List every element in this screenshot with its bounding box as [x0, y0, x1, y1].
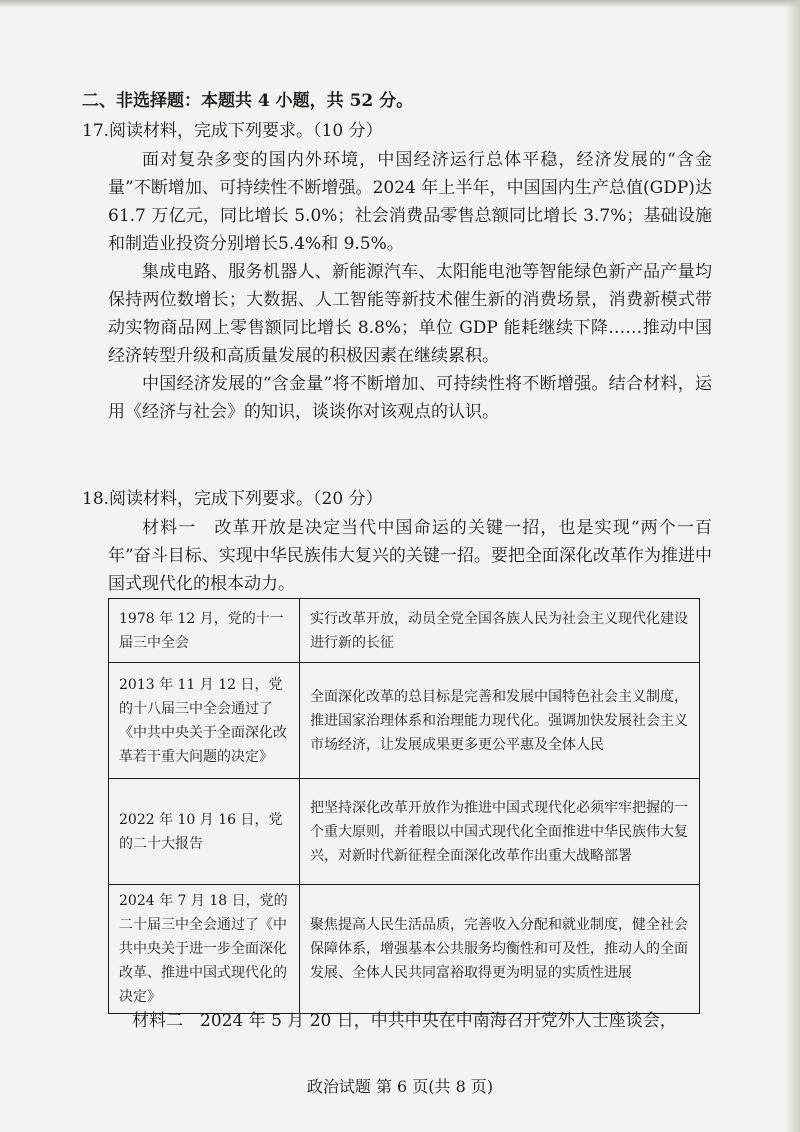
- material-2-text: 材料二 2024 年 5 月 20 日，中共中央在中南海召开党外人士座谈会，: [132, 1011, 677, 1031]
- table-cell-content: 聚焦提高人民生活品质，完善收入分配和就业制度，健全社会保障体系，增强基本公共服务均衡性和可及性，推动人的全面发展、全体人民共同富裕取得更为明显的实质性进展: [300, 885, 700, 1014]
- table-cell-event: 2022 年 10 月 16 日，党的二十大报告: [109, 779, 300, 885]
- table-cell-content: 全面深化改革的总目标是完善和发展中国特色社会主义制度，推进国家治理体系和治理能力现代化。强调加快发展社会主义市场经济，让发展成果更多更公平惠及全体人民: [300, 663, 700, 779]
- question-17-paragraph-3: 中国经济发展的“含金量”将不断增加、可持续性将不断增强。结合材料，运用《经济与社会》的知识，谈谈你对该观点的认识。: [108, 374, 712, 422]
- table-cell-event: 1978 年 12 月，党的十一届三中全会: [109, 599, 300, 663]
- page-footer: 政治试题 第 6 页(共 8 页): [306, 1077, 494, 1096]
- material-1-text: 材料一 改革开放是决定当代中国命运的关键一招，也是实现“两个一百年”奋斗目标、实现中华民族伟大复兴的关键一招。要把全面深化改革作为推进中国式现代化的根本动力。: [108, 518, 712, 594]
- question-17-title: 17.阅读材料，完成下列要求。（10 分）: [82, 121, 383, 141]
- table-cell-event: 2024 年 7 月 18 日，党的二十届三中全会通过了《中共中央关于进一步全面深化改革、推进中国式现代化的决定》: [109, 885, 300, 1014]
- table-row: [109, 779, 700, 885]
- reform-timeline-table: [108, 598, 700, 1014]
- question-17-paragraph-1: 面对复杂多变的国内外环境，中国经济运行总体平稳，经济发展的“含金量”不断增加、可持续性不断增强。2024 年上半年，中国国内生产总值(GDP)达 61.7 万亿元，同比增长 5.0%；社会消费品零售总额同比增长 3.7%；基础设施和制造业投资分别增长5.4%和 9.5%。: [108, 150, 712, 254]
- scan-edge-right: [786, 0, 800, 1132]
- section-heading: 二、非选择题：本题共 4 小题，共 52 分。: [82, 91, 414, 111]
- table-cell-content: 实行改革开放，动员全党全国各族人民为社会主义现代化建设进行新的长征: [300, 599, 700, 663]
- table-row: [109, 663, 700, 779]
- question-18-title: 18.阅读材料，完成下列要求。（20 分）: [82, 489, 383, 509]
- table-row: [109, 599, 700, 663]
- question-17-paragraph-2: 集成电路、服务机器人、新能源汽车、太阳能电池等智能绿色新产品产量均保持两位数增长；大数据、人工智能等新技术催生新的消费场景，消费新模式带动实物商品网上零售额同比增长 8.8%；单位 GDP 能耗继续下降……推动中国经济转型升级和高质量发展的积极因素在继续累积。: [108, 262, 712, 366]
- scan-edge-top: [0, 0, 800, 8]
- table-cell-event: 2013 年 11 月 12 日，党的十八届三中全会通过了《中共中央关于全面深化改革若干重大问题的决定》: [109, 663, 300, 779]
- table-row: [109, 885, 700, 1014]
- table-cell-content: 把坚持深化改革开放作为推进中国式现代化必须牢牢把握的一个重大原则，并着眼以中国式现代化全面推进中华民族伟大复兴，对新时代新征程全面深化改革作出重大战略部署: [300, 779, 700, 885]
